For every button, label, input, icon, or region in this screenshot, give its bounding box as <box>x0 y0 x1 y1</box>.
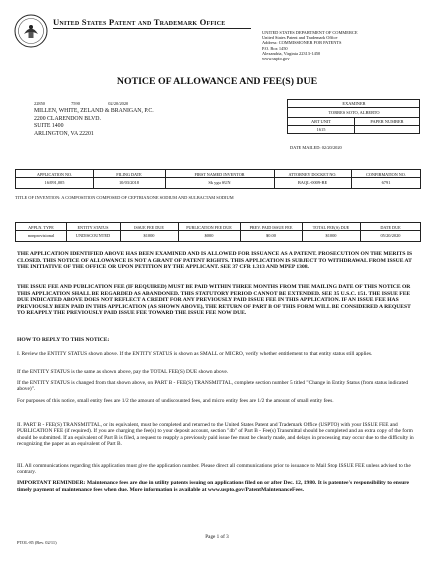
date-due: 05/20/2020 <box>380 233 401 238</box>
examiner-rule <box>288 107 420 108</box>
fee-header-cell: ISSUE FEE DUE <box>134 224 164 230</box>
instruction-iii-communications: III. All communications regarding this application must give the application number. Please direct all communications prior to issuance to Mail Stop ISSUE FEE unless advised to the contrary. <box>17 463 411 476</box>
art-unit-value: 1615 <box>316 127 326 132</box>
app-header-cell: FILING DATE <box>116 171 142 177</box>
art-unit-label: ART UNIT <box>310 119 332 124</box>
office-header-rule <box>53 28 251 29</box>
fee-header-cell: DATE DUE <box>380 224 401 230</box>
fee-payment-paragraph: THE ISSUE FEE AND PUBLICATION FEE (IF REQUIRED) MUST BE PAID WITHIN THREE MONTHS FROM THE MAILING DATE OF THIS NOTICE OR THIS APPLICATION SHALL BE REGARDED AS ABANDONED. THIS STATUTORY PERIOD CANNOT BE EXTENDED. SEE 35 U.S.C. 151. THE ISSUE FEE DUE INDICATED ABOVE DOES NOT REFLECT A CREDIT FOR ANY PREVIOUSLY PAID ISSUE FEE IN THIS APPLICATION. IF AN ISSUE FEE HAS PREVIOUSLY BEEN PAID IN THIS APPLICATION (AS SHOWN ABOVE), THE RETURN OF PART B OF THIS FORM WILL BE CONSIDERED A REQUEST TO REAPPLY THE PREVIOUSLY PAID ISSUE FEE TOWARD THE ISSUE FEE NOW DUE. <box>17 284 411 317</box>
fee-header-cell: PUBLICATION FEE DUE <box>186 224 232 230</box>
app-header-cell: FIRST NAMED INVENTOR <box>194 171 245 177</box>
app-header-cell: ATTORNEY DOCKET NO. <box>288 171 337 177</box>
paper-number-label: PAPER NUMBER <box>370 119 404 124</box>
invention-title: TITLE OF INVENTION: A COMPOSITION COMPOSED OF CEFTRIAXONE SODIUM AND SULBACTAM SODIUM <box>15 195 234 200</box>
page-title: NOTICE OF ALLOWANCE AND FEE(S) DUE <box>116 76 318 87</box>
fee-header-cell: PREV. PAID ISSUE FEE <box>249 224 293 230</box>
total-fees-due: $1000 <box>325 233 337 238</box>
instruction-i-fees: For purposes of this notice, small entity fees are 1/2 the amount of undiscounted fees, and micro entity fees are 1/2 the amount of small entity fees. <box>17 398 334 404</box>
examiner-label: EXAMINER <box>342 101 366 106</box>
date-mailed: DATE MAILED: 02/20/2020 <box>290 145 342 150</box>
application-type: nonprovisional <box>27 233 55 238</box>
app-header-cell: CONFIRMATION NO. <box>366 171 406 177</box>
form-identifier: PTOL-85 (Rev. 02/11) <box>17 540 57 545</box>
app-header-cell: APPLICATION NO. <box>36 171 73 177</box>
publication-fee-due: $000 <box>204 233 214 238</box>
instruction-ii-part-b: II. PART B - FEE(S) TRANSMITTAL, or its equivalent, must be completed and returned to the United States Patent and Trademark Office (USPTO) with your ISSUE FEE and PUBLICATION FEE (if required). If you are charging the fee(s) to your deposit account, section "4b" of Part B - Fee(s) Transmittal should be completed and an extra copy of the form should be submitted. If an equivalent of Part B is filed, a request to reapply a previously paid issue fee must be clearly made, and delays in processing may occur due to the difficulty in recognizing the paper as an equivalent of Part B. <box>17 422 414 448</box>
examiner-rule-3 <box>288 125 420 126</box>
attorney-docket-number: BAQL-0009-BE <box>297 180 328 185</box>
page-number: Page 1 of 3 <box>205 534 229 540</box>
entity-status: UNDISCOUNTED <box>75 233 111 238</box>
fee-header-cell: APPLN. TYPE <box>28 224 54 230</box>
correspondent-address: MILLEN, WHITE, ZELAND & BRANIGAN, P.C. 2200 CLARENDON BLVD. SUITE 1400 ARLINGTON, VA 22201 <box>34 108 154 137</box>
fee-table <box>15 222 421 242</box>
instruction-i-review: I. Review the ENTITY STATUS shown above. If the ENTITY STATUS is shown as SMALL or MICRO, verify whether entitlement to that entity status still applies. <box>17 351 373 357</box>
important-reminder: IMPORTANT REMINDER: Maintenance fees are due in utility patents issuing on applications filed on or after Dec. 12, 1980. It is patentee's responsibility to ensure timely payment of maintenance fees when due. More information is available at www.uspto.gov/PatentMaintenanceFees. <box>17 480 410 493</box>
allowance-paragraph: THE APPLICATION IDENTIFIED ABOVE HAS BEEN EXAMINED AND IS ALLOWED FOR ISSUANCE AS A PATENT. PROSECUTION ON THE MERITS IS CLOSED. THIS NOTICE OF ALLOWANCE IS NOT A GRANT OF PATENT RIGHTS. THIS APPLICATION IS SUBJECT TO WITHDRAWAL FROM ISSUE AT THE INITIATIVE OF THE OFFICE OR UPON PETITION BY THE APPLICANT. SEE 37 CFR 1.313 AND MPEP 1308. <box>17 251 413 271</box>
examiner-name: TORRES SOTO, ALBERTO <box>328 110 380 115</box>
confirmation-number: 6791 <box>381 180 391 185</box>
fee-header-cell: ENTITY STATUS <box>77 224 109 230</box>
instruction-i-same: If the ENTITY STATUS is the same as shown above, pay the TOTAL FEE(S) DUE shown above. <box>17 369 229 375</box>
office-name: United States Patent and Trademark Office <box>53 17 226 27</box>
seal-icon <box>14 14 48 48</box>
previous-paid-issue-fee: $0.00 <box>266 233 276 238</box>
fee-header-cell: TOTAL FEE(S) DUE <box>312 224 350 230</box>
uspto-seal <box>14 14 48 48</box>
app-table-rule <box>16 177 421 178</box>
how-to-reply-heading: HOW TO REPLY TO THIS NOTICE: <box>17 337 110 343</box>
application-number: 16/091,005 <box>44 180 65 185</box>
first-named-inventor: Sk ygu SUN <box>208 180 231 185</box>
examiner-box <box>287 99 420 134</box>
issue-fee-due: $1000 <box>143 233 155 238</box>
instruction-i-changed: If the ENTITY STATUS is changed from that shown above, on PART B - FEE(S) TRANSMITTAL, complete section number 5 titled "Change in Entity Status (from status indicated above)". <box>17 380 409 393</box>
filing-date: 10/03/2018 <box>118 180 139 185</box>
correspondent-codes: 22850 7590 02/20/2020 <box>34 101 129 106</box>
dept-address-block: UNITED STATES DEPARTMENT OF COMMERCE United States Patent and Trademark Office Address: COMMISSIONER FOR PATENTS P.O. Box 1450 Alexandria, Virginia 22313-1450 www.uspto.gov <box>262 30 358 62</box>
application-table <box>15 169 421 189</box>
